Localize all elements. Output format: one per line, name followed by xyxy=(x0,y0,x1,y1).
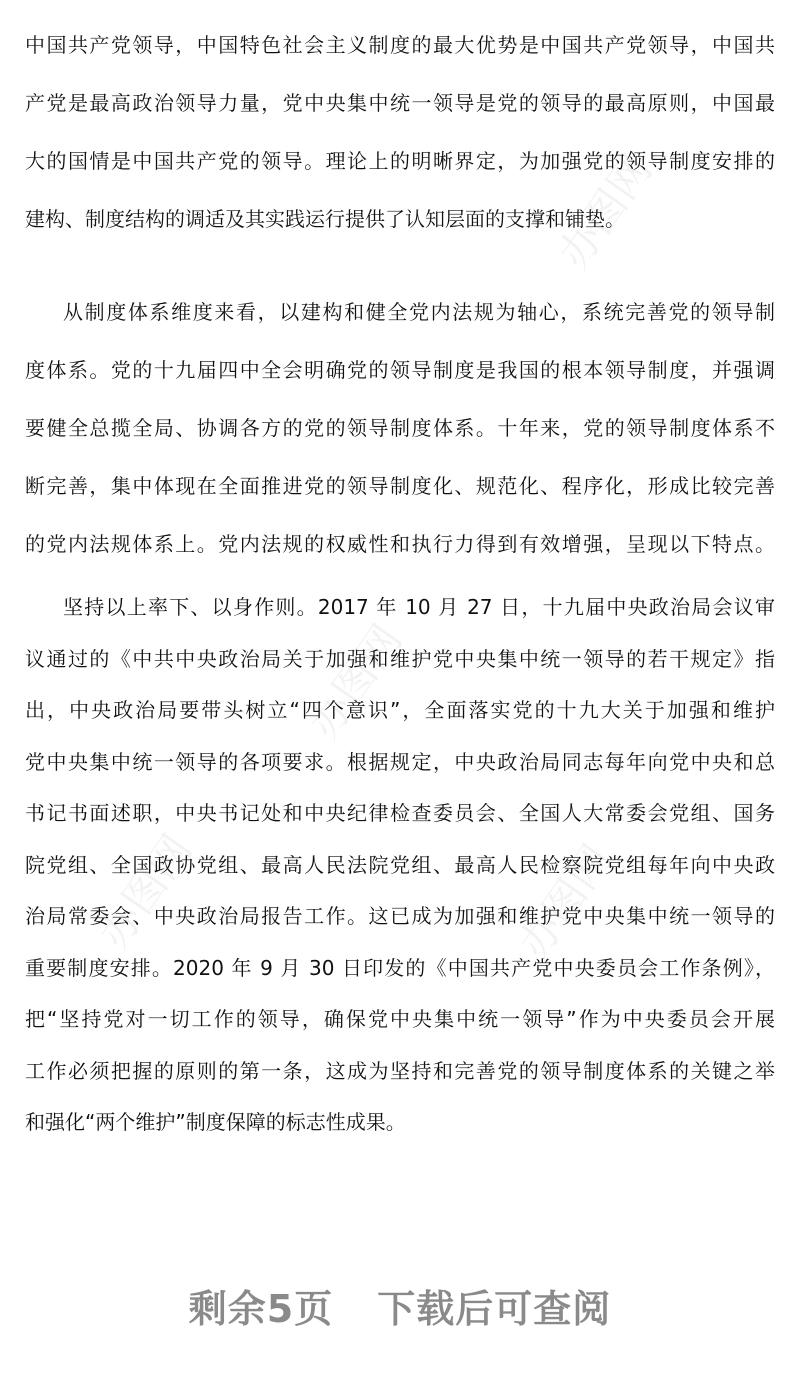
paragraph-2 xyxy=(25,297,775,587)
text-line: 大的国情是中国共产党的领导。理论上的明晰界定，为加强党的领导制度安排的 xyxy=(25,149,775,173)
text-line: 院党组、全国政协党组、最高人民法院党组、最高人民检察院党组每年向中央政 xyxy=(25,852,775,877)
watermark: 办图网 xyxy=(298,615,412,748)
remaining-pages-label: 剩余5页 xyxy=(188,1287,334,1331)
download-label[interactable]: 下载后可查阅 xyxy=(377,1287,612,1331)
text-line: 断完善，集中体现在全面推进党的领导制度化、规范化、程序化，形成比较完善 xyxy=(25,474,775,498)
text-line: 和强化“两个维护”制度保障的标志性成果。 xyxy=(25,1110,406,1134)
text-line: 产党是最高政治领导力量，党中央集中统一领导是党的领导的最高原则，中国最 xyxy=(25,91,775,115)
text-line: 党中央集中统一领导的各项要求。根据规定，中央政治局同志每年向党中央和总 xyxy=(25,749,775,774)
text-line: 治局常委会、中央政治局报告工作。这已成为加强和维护党中央集中统一领导的 xyxy=(25,904,775,928)
text-line: 建构、制度结构的调适及其实践运行提供了认知层面的支撑和铺垫。 xyxy=(25,207,625,231)
text-line: 工作必须把握的原则的第一条，这成为坚持和完善党的领导制度体系的关键之举 xyxy=(25,1058,775,1083)
text-line: 中国共产党领导，中国特色社会主义制度的最大优势是中国共产党领导，中国共 xyxy=(25,33,775,57)
text-line: 从制度体系维度来看，以建构和健全党内法规为轴心，系统完善党的领导制 xyxy=(63,300,775,324)
download-prompt[interactable] xyxy=(0,1278,800,1333)
watermark: 办图网 xyxy=(88,825,202,958)
text-line: 把“坚持党对一切工作的领导，确保党中央集中统一领导”作为中央委员会开展 xyxy=(25,1007,775,1031)
watermark: 办图网 xyxy=(548,145,662,278)
text-line: 要健全总揽全局、协调各方的党的领导制度体系。十年来，党的领导制度体系不 xyxy=(25,416,775,440)
watermark: 办图网 xyxy=(508,835,622,968)
paragraph-1 xyxy=(25,30,775,262)
text-line: 出，中央政治局要带头树立“四个意识”，全面落实党的十九大关于加强和维护 xyxy=(25,698,775,722)
text-line: 度体系。党的十九届四中全会明确党的领导制度是我国的根本领导制度，并强调 xyxy=(25,358,775,382)
text-line: 重要制度安排。2020 年 9 月 30 日印发的《中国共产党中央委员会工作条例》， xyxy=(25,955,775,980)
paragraph-3 xyxy=(25,592,775,1159)
text-line: 书记书面述职，中央书记处和中央纪律检查委员会、全国人大常委会党组、国务 xyxy=(25,801,775,825)
text-line: 坚持以上率下、以身作则。2017 年 10 月 27 日，十九届中央政治局会议审 xyxy=(63,595,775,619)
text-line: 的党内法规体系上。党内法规的权威性和执行力得到有效增强，呈现以下特点。 xyxy=(25,532,775,556)
text-line: 议通过的《中共中央政治局关于加强和维护党中央集中统一领导的若干规定》指 xyxy=(25,646,775,671)
